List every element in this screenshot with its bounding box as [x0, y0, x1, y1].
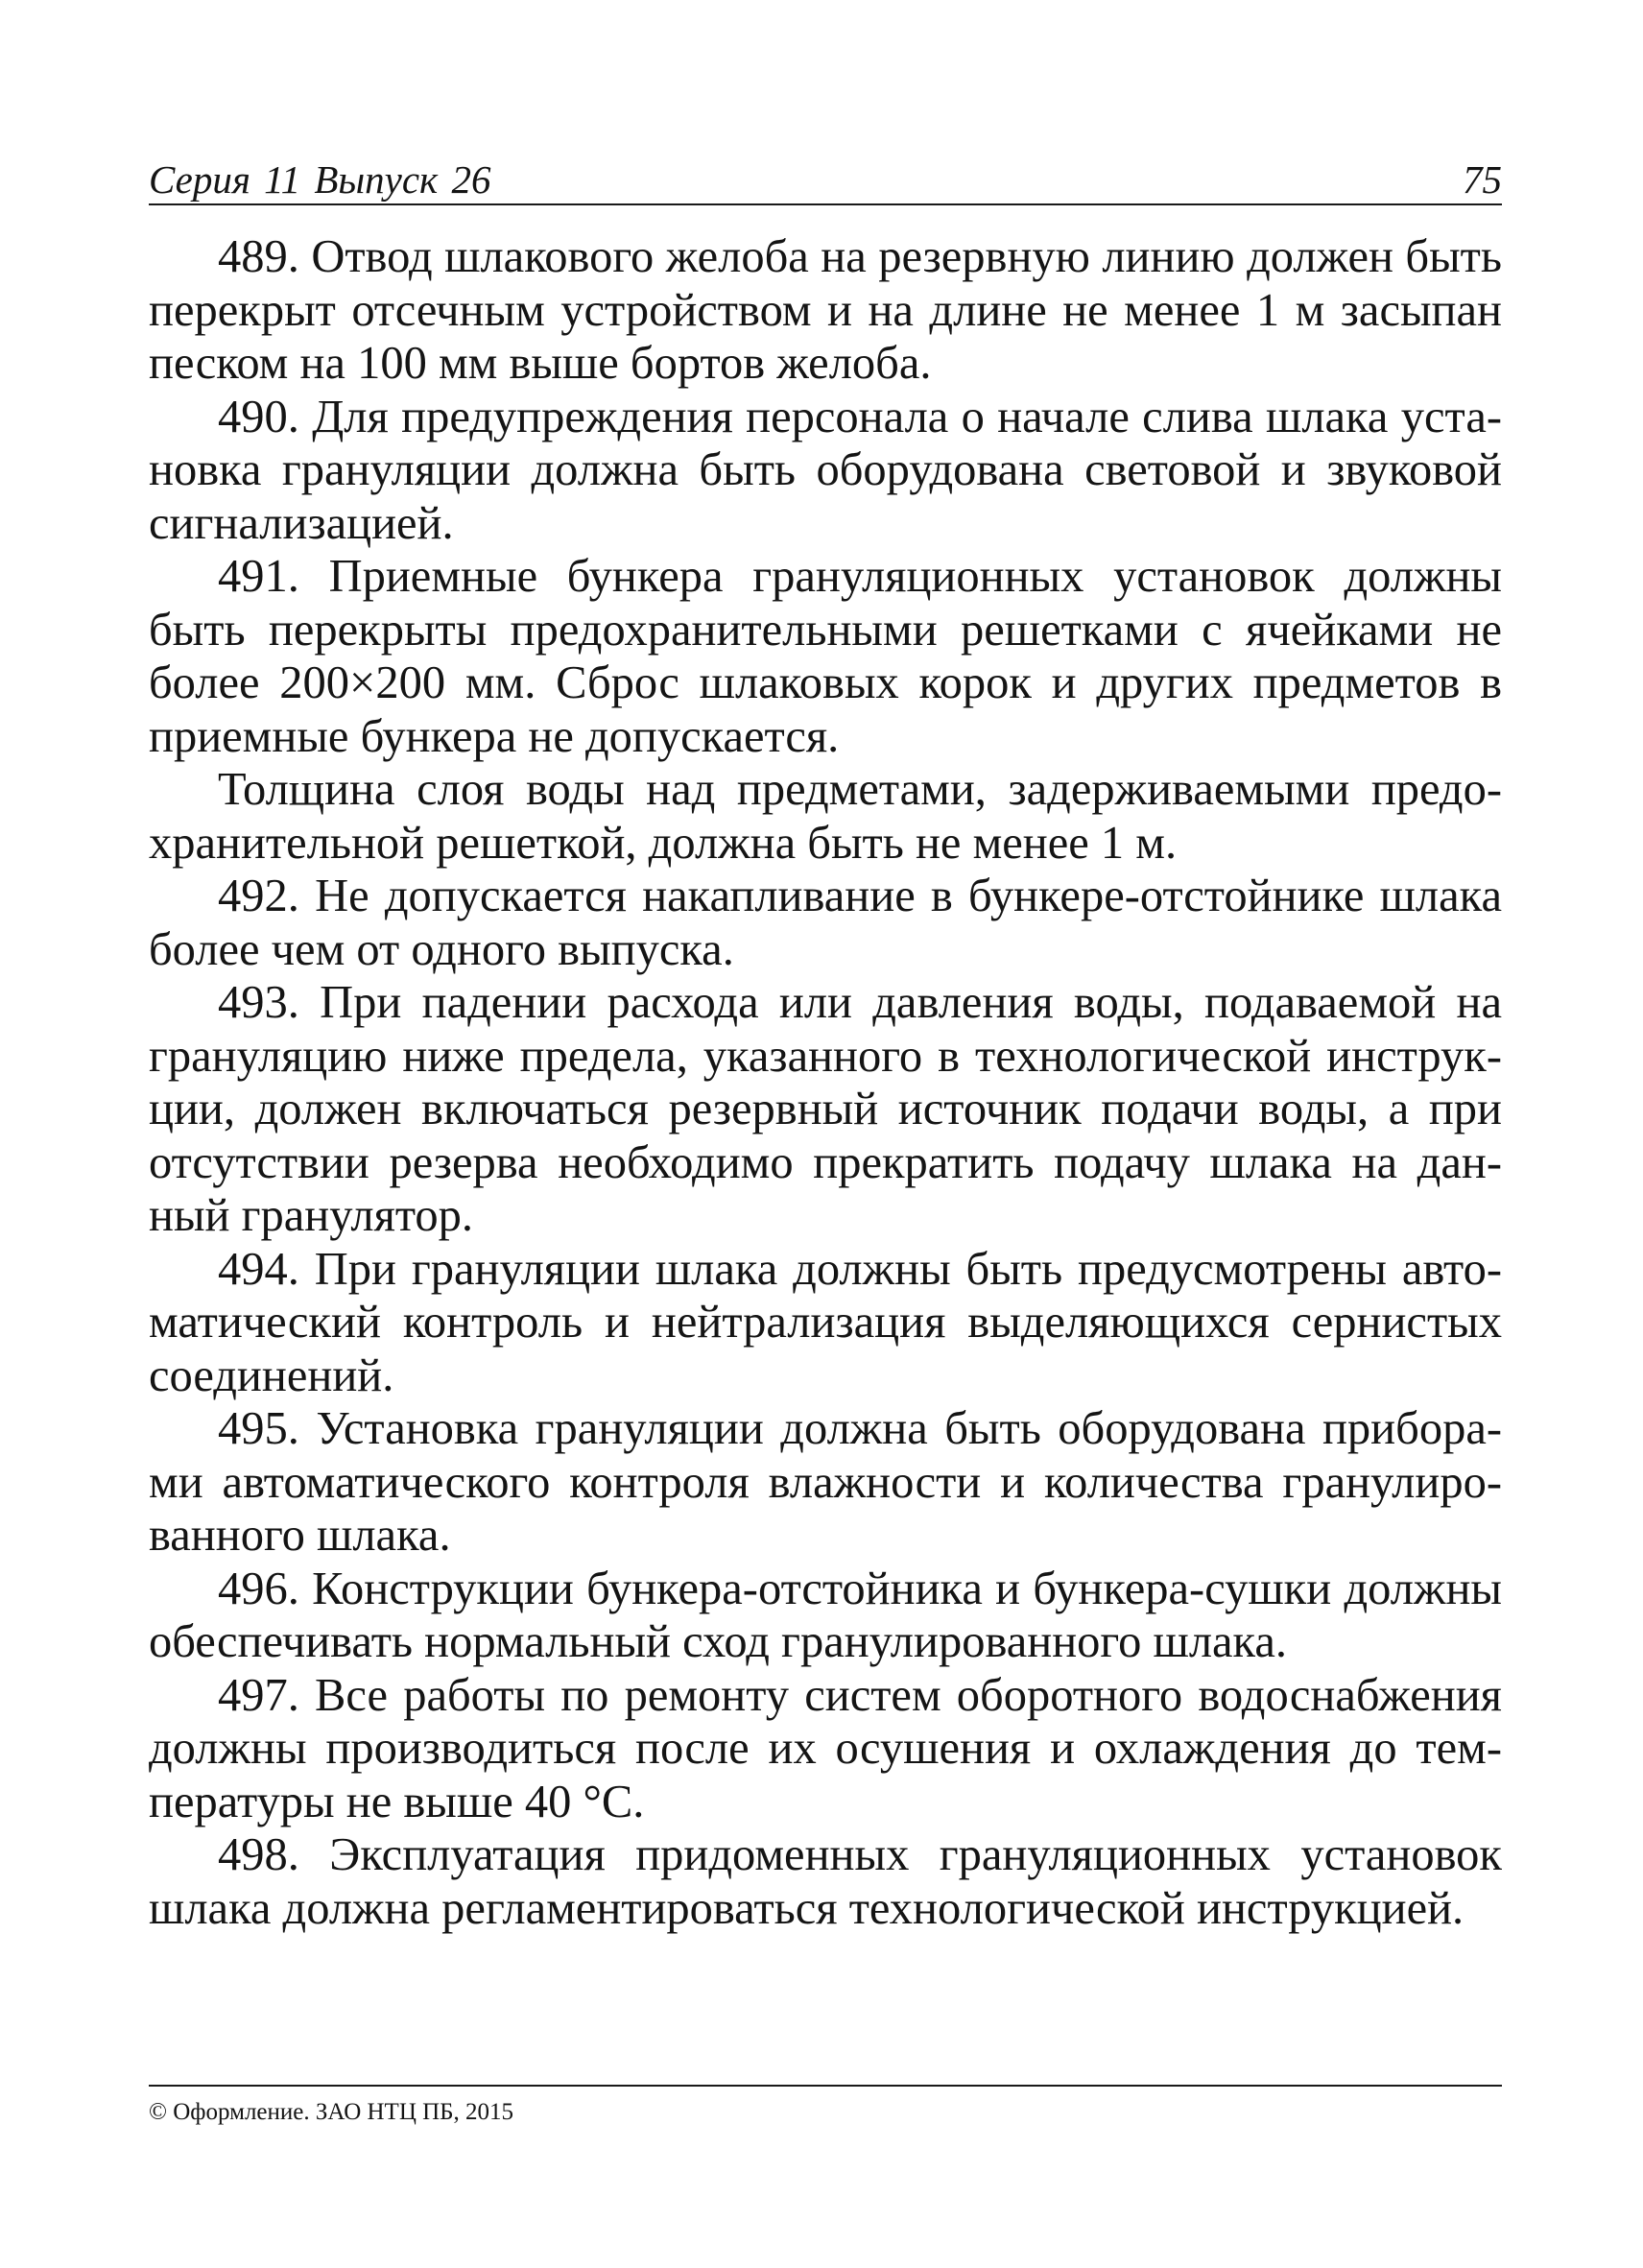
- paragraph-492: 492. Не допускается накапливание в бункере-отстойнике шлака более чем от одного выпуска.: [149, 871, 1502, 975]
- page-body: [149, 230, 1502, 1935]
- paragraph-490: 490. Для предупреждения персонала о начале слива шлака установка грануляции должна быть оборудована световой и звуковой сигнализацией.: [149, 391, 1502, 549]
- paragraph-498: 498. Эксплуатация придоменных грануляционных установок шлака должна регламентироваться технологической инструкцией.: [149, 1829, 1502, 1934]
- paragraph-491-continuation: Толщина слоя воды над предметами, задерживаемыми предохранительной решеткой, должна быть не менее 1 м.: [149, 764, 1502, 869]
- copyright-notice: © Оформление. ЗАО НТЦ ПБ, 2015: [149, 2099, 514, 2125]
- paragraph-494: 494. При грануляции шлака должны быть предусмотрены автоматический контроль и нейтрализация выделяющихся сернистых соединений.: [149, 1243, 1502, 1401]
- page-number: 75: [1463, 157, 1502, 202]
- paragraph-497: 497. Все работы по ремонту систем оборотного водоснабжения должны производиться после их осушения и охлаждения до температуры не выше 40 °С.: [149, 1669, 1502, 1827]
- page-footer: [149, 2085, 1502, 2124]
- paragraph-491: 491. Приемные бункера грануляционных установок должны быть перекрыты предохранительными решетками с ячейками не более 200×200 мм. Сброс шлаковых корок и других предметов в приемные бункера не допускается.: [149, 551, 1502, 762]
- paragraph-495: 495. Установка грануляции должна быть оборудована приборами автоматического контроля влажности и количества гранулированного шлака.: [149, 1403, 1502, 1561]
- paragraph-489: 489. Отвод шлакового желоба на резервную линию должен быть перекрыт отсечным устройством и на длине не менее 1 м засыпан песком на 100 мм выше бортов желоба.: [149, 231, 1502, 389]
- paragraph-493: 493. При падении расхода или давления воды, подаваемой на грануляцию ниже предела, указанного в технологической инструкции, должен включаться резервный источник подачи воды, а при отсутствии резерва необходимо прекратить подачу шлака на данный гранулятор.: [149, 977, 1502, 1241]
- page-header: [149, 150, 1502, 205]
- paragraph-496: 496. Конструкции бункера-отстойника и бункера-сушки должны обеспечивать нормальный сход гранулированного шлака.: [149, 1563, 1502, 1667]
- series-title: Серия 11 Выпуск 26: [149, 157, 491, 202]
